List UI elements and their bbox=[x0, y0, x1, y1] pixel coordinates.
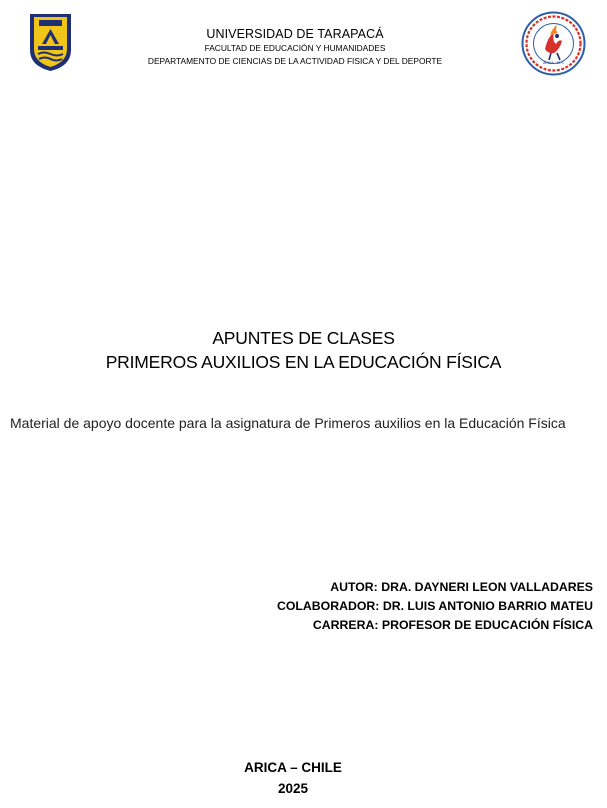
document-footer bbox=[0, 757, 586, 799]
author-line: AUTOR: DRA. DAYNERI LEON VALLADARES bbox=[330, 580, 593, 594]
collaborator-line: COLABORADOR: DR. LUIS ANTONIO BARRIO MATEU bbox=[276, 599, 593, 613]
department-name: DEPARTAMENTO DE CIENCIAS DE LA ACTIVIDAD FISICA Y DEL DEPORTE bbox=[147, 56, 443, 66]
department-seal-logo bbox=[521, 11, 586, 76]
faculty-name: FACULTAD DE EDUCACIÓN Y HUMANIDADES bbox=[204, 43, 386, 53]
title-line-1: APUNTES DE CLASES bbox=[212, 328, 395, 348]
university-crest-logo bbox=[27, 12, 74, 72]
career-line: CARRERA: PROFESOR DE EDUCACIÓN FÍSICA bbox=[312, 618, 593, 632]
footer-place: ARICA – CHILE bbox=[244, 760, 342, 775]
credits-block bbox=[277, 578, 593, 635]
seal-caption: ARICA - 1971 bbox=[543, 61, 564, 65]
document-subtitle: Material de apoyo docente para la asignatura de Primeros auxilios en la Educación Física bbox=[10, 415, 566, 431]
footer-year: 2025 bbox=[277, 781, 309, 796]
university-name: UNIVERSIDAD DE TARAPACÁ bbox=[206, 27, 384, 41]
institution-header bbox=[120, 26, 470, 68]
document-title bbox=[0, 326, 607, 374]
title-line-2: PRIMEROS AUXILIOS EN LA EDUCACIÓN FÍSICA bbox=[105, 352, 502, 372]
